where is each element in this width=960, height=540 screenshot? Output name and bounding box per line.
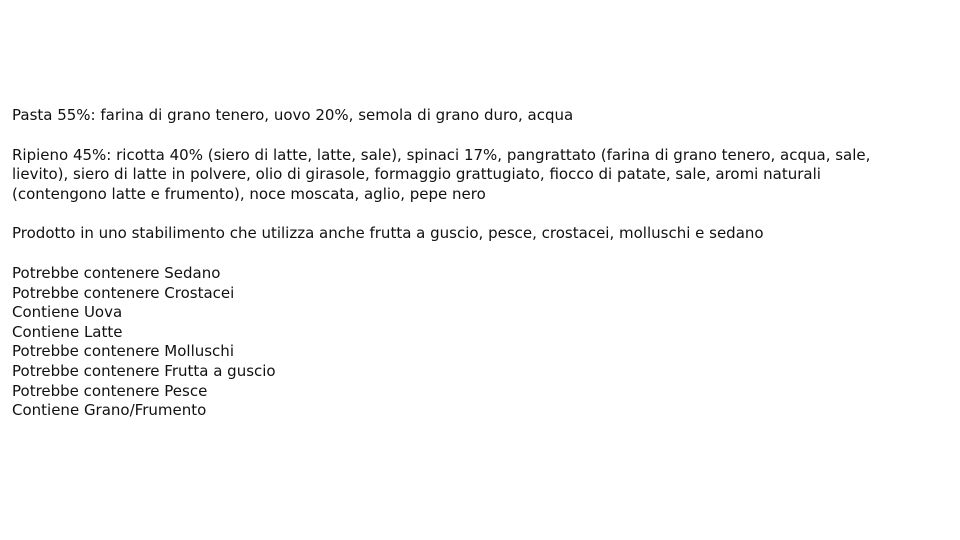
filling-ingredients: Ripieno 45%: ricotta 40% (siero di latte, latte, sale), spinaci 17%, pangrattato (farina di grano tenero, acqua, sale, lievito), siero di latte in polvere, olio di girasole, formaggio grattugiato, fiocco di patate, sale, aromi naturali (contengono latte e frumento), noce moscata, aglio, pepe nero: [12, 145, 871, 203]
allergen-list: [12, 264, 948, 421]
allergen-item: Contiene Grano/Frumento: [12, 401, 207, 420]
allergen-item: Contiene Latte: [12, 322, 123, 341]
allergen-item: Potrebbe contenere Sedano: [12, 263, 221, 282]
allergen-item: Potrebbe contenere Frutta a guscio: [12, 361, 276, 380]
allergen-item: Potrebbe contenere Crostacei: [12, 283, 235, 302]
allergen-item: Contiene Uova: [12, 303, 123, 322]
allergen-item: Potrebbe contenere Pesce: [12, 381, 208, 400]
pasta-ingredients: Pasta 55%: farina di grano tenero, uovo 20%, semola di grano duro, acqua: [12, 106, 574, 124]
facility-notice: Prodotto in uno stabilimento che utilizza anche frutta a guscio, pesce, crostacei, molluschi e sedano: [12, 224, 764, 243]
allergen-item: Potrebbe contenere Molluschi: [12, 342, 234, 361]
